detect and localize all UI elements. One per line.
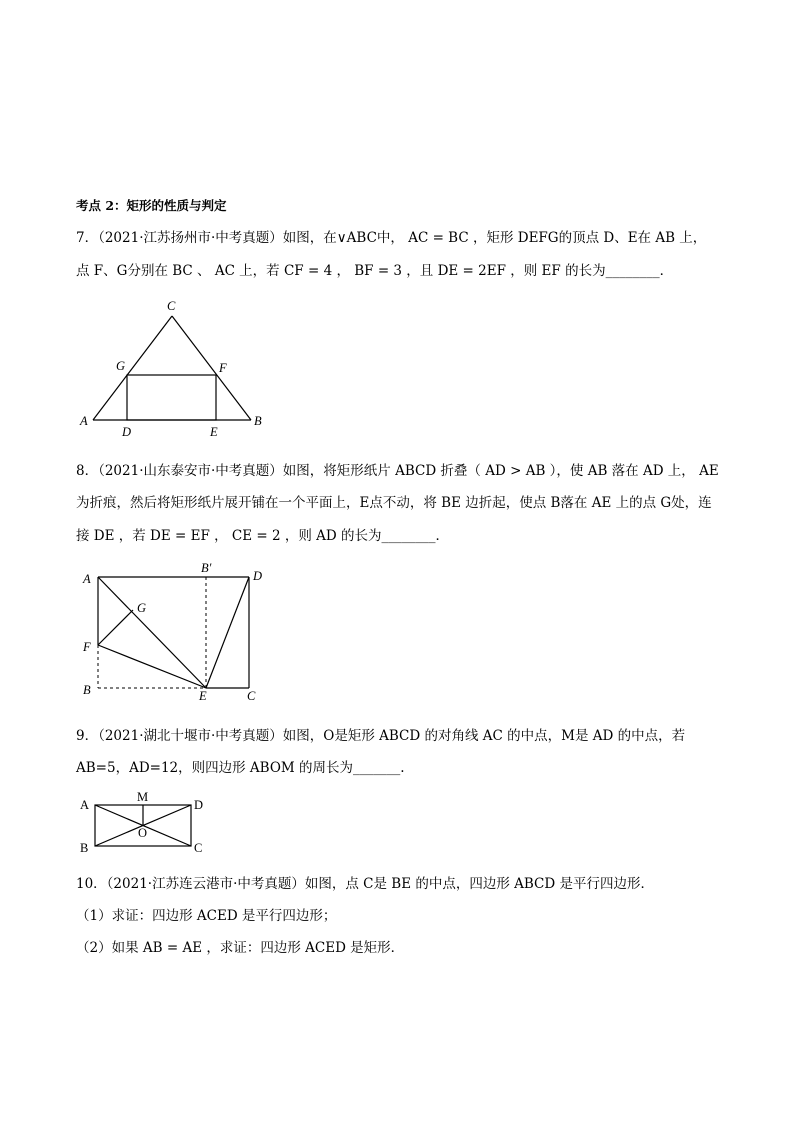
q7-line2: 点 F、G分别在 BC 、 AC 上，若 CF = 4 ， BF = 3 ，且 DE = 2EF ，则 EF 的长为________． bbox=[76, 263, 674, 279]
q7-label-a: A bbox=[80, 414, 88, 428]
q9-label-a: A bbox=[80, 798, 90, 812]
q8-label-bprime: B′ bbox=[201, 561, 212, 575]
q7-label-g: G bbox=[116, 359, 126, 373]
q9-label-o: O bbox=[138, 826, 148, 840]
q8-line1: 8．（2021·山东泰安市·中考真题）如图，将矩形纸片 ABCD 折叠（ AD > AB ），使 AB 落在 AD 上， AE bbox=[76, 463, 719, 479]
q7-line1: 7．（2021·江苏扬州市·中考真题）如图，在∨ABC中， AC = BC ，矩形 DEFG的顶点 D、E在 AB 上， bbox=[76, 230, 707, 246]
q8-line3: 接 DE ，若 DE = EF ， CE = 2 ，则 AD 的长为________． bbox=[76, 528, 450, 544]
q7-label-d: D bbox=[122, 425, 132, 439]
q8-label-c: C bbox=[247, 689, 256, 703]
q9-line2: AB=5，AD=12，则四边形 ABOM 的周长为_______. bbox=[76, 760, 405, 776]
q9-label-c: C bbox=[194, 841, 203, 855]
q8-label-g: G bbox=[137, 601, 147, 615]
q10-line1: 10．（2021·江苏连云港市·中考真题）如图，点 C是 BE 的中点，四边形 ABCD 是平行四边形． bbox=[76, 876, 655, 892]
q9-line1: 9．（2021·湖北十堰市·中考真题）如图，O是矩形 ABCD 的对角线 AC 的中点，M是 AD 的中点，若 bbox=[76, 728, 686, 744]
q10-line2: （1）求证：四边形 ACED 是平行四边形； bbox=[76, 908, 337, 924]
q9-label-d: D bbox=[194, 798, 204, 812]
q7-label-f: F bbox=[219, 361, 227, 375]
section-title: 考点 2：矩形的性质与判定 bbox=[76, 198, 227, 213]
q8-label-e: E bbox=[199, 689, 207, 703]
q10-line3: （2）如果 AB = AE ，求证：四边形 ACED 是矩形． bbox=[76, 940, 405, 956]
q9-label-m: M bbox=[137, 790, 149, 804]
q8-label-f: F bbox=[83, 640, 91, 654]
q8-label-d: D bbox=[253, 569, 263, 583]
q7-label-e: E bbox=[210, 425, 218, 439]
q7-label-b: B bbox=[254, 414, 262, 428]
q8-label-a: A bbox=[83, 572, 91, 586]
q8-label-b: B bbox=[83, 683, 91, 697]
q9-label-b: B bbox=[80, 841, 89, 855]
q8-line2: 为折痕，然后将矩形纸片展开铺在一个平面上，E点不动，将 BE 边折起，使点 B落在 AE 上的点 G处，连 bbox=[76, 495, 712, 511]
q7-label-c: C bbox=[167, 299, 176, 313]
